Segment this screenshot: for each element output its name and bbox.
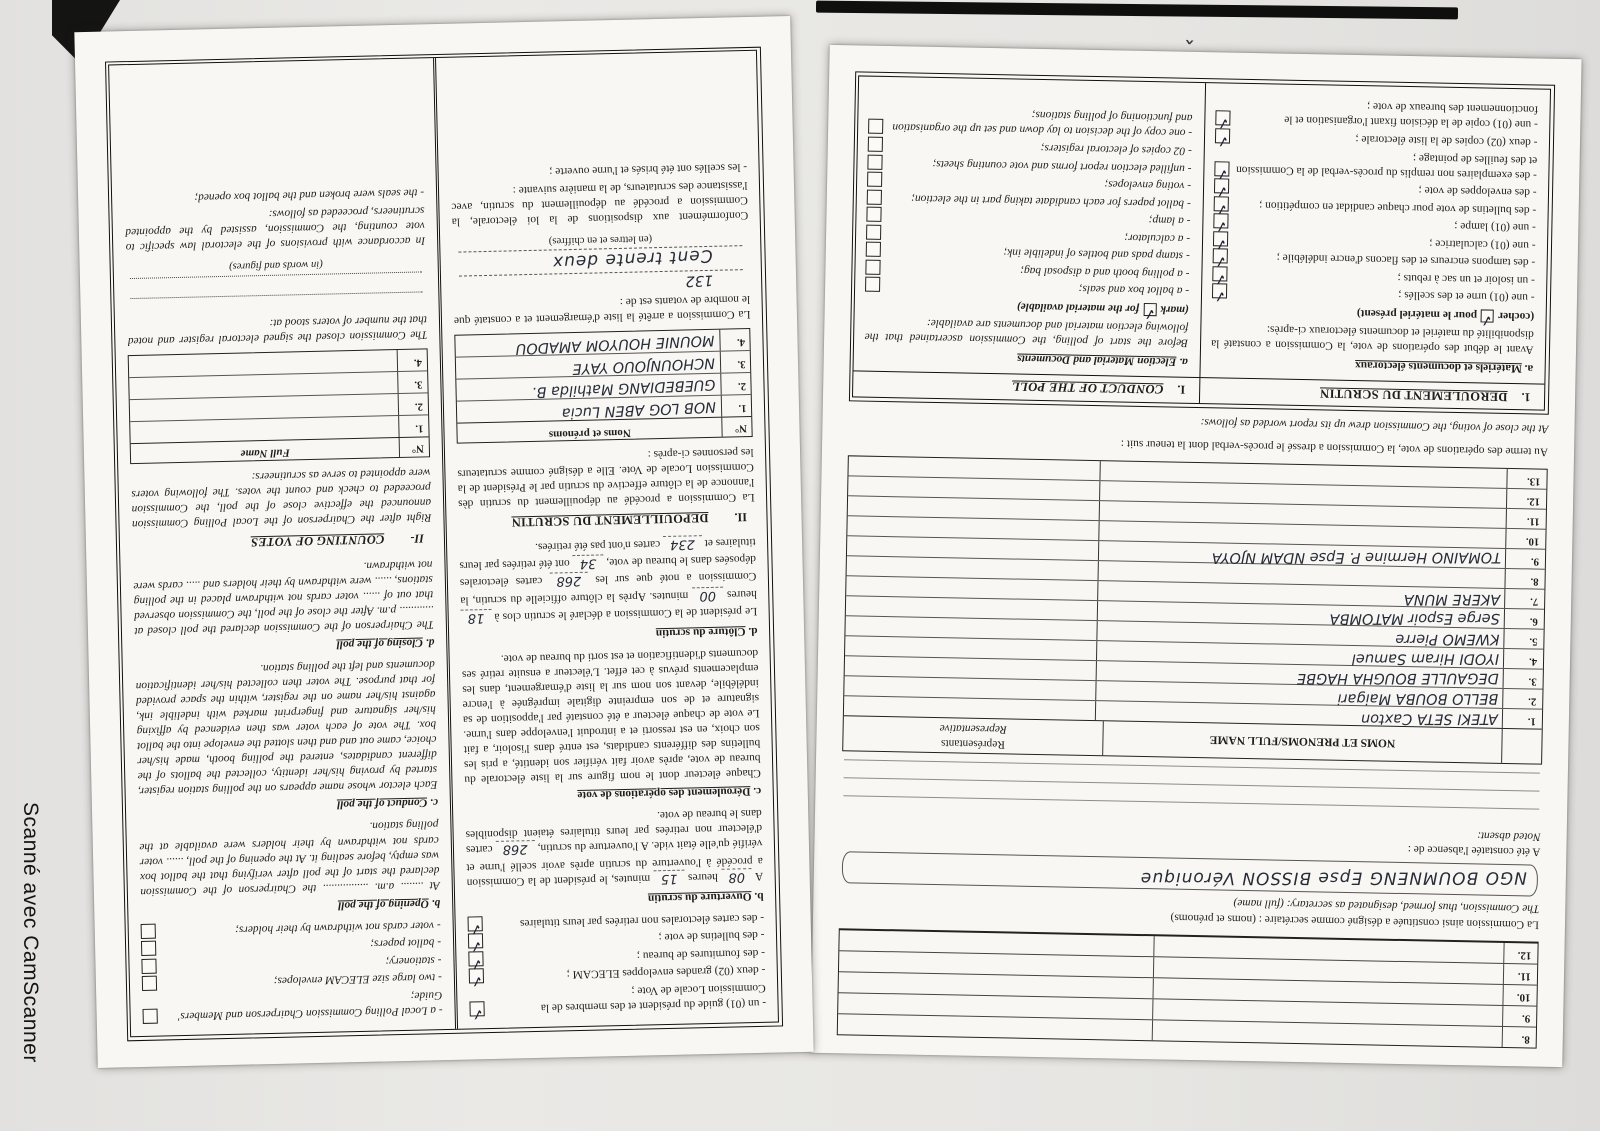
- row-number: 8.: [1504, 569, 1544, 589]
- handwritten-name: TOMAINO Hermine P. Epse NDAM NJOYA: [1211, 548, 1502, 566]
- row-number: 4.: [1503, 649, 1543, 669]
- section-title-en: CONDUCT OF THE POLL: [1011, 379, 1164, 397]
- names-column-header: Full Name: [240, 446, 290, 460]
- handwritten-count-line: [459, 269, 744, 294]
- checkbox-icon: [868, 154, 883, 169]
- checklist-item-label: - stationery;: [385, 954, 442, 968]
- checklist-item-label: - a polling booth and a disposal bag;: [1020, 264, 1190, 280]
- handwritten-name: Serge Espoir MATOMBA: [1329, 609, 1500, 627]
- subsection-a-en: a. Election Material and Documents: [1017, 352, 1188, 368]
- materials-checklist-en: [866, 104, 1193, 298]
- subsection-b-en: b. Opening of the poll: [337, 896, 441, 912]
- scan-edge-artifact: [816, 1, 1458, 20]
- scrutineer-rows: [129, 349, 428, 443]
- row-number: 2.: [398, 393, 428, 415]
- checklist-item-label: - a Local Polling Commission Chairperson and Members' Guide;: [177, 989, 443, 1023]
- handwritten-cards-deposited: 268: [549, 572, 588, 589]
- handwritten-hour: 18: [461, 609, 492, 626]
- row-number: 6.: [1504, 609, 1544, 629]
- names-column-header: Noms et prénoms: [548, 426, 631, 441]
- materials-column-fr: [1199, 83, 1550, 383]
- conduct-text-fr: Chaque électeur dont le nom figure sur la liste électorale du bureau de vote, après avoir fait vérifier son identité, a pris les bulletins des différents candidats, est entré dans l'isoloir, a fait son choix, en est ressorti et a introduit l'enveloppe dans l'urne. Le vote de chaque électeur a été constaté par l'apposition de sa signature et de son empreinte digitale imprégnée à l'encre indélébile, devant son nom sur la liste d'émargement, dans les emplacements prévus à cet effet. L'électeur a ensuite retiré ses documents d'identification et est sorti du bureau de vote.: [461, 646, 761, 786]
- checklist-item: [1214, 146, 1537, 182]
- checklist-item: [1212, 284, 1535, 305]
- handwritten-name: GUEBEDIANG Mathilda B.: [532, 375, 717, 400]
- seals-broken-fr: - les scellés ont été brisés et l'urne ouverte ;: [549, 160, 748, 178]
- seals-broken-en: - the seals were broken and the ballot box opened;: [194, 186, 425, 204]
- close-of-voting-fr: Au terme des opérations de vote, la Commission a dressé le procès-verbal dont la teneur suit :: [1120, 437, 1549, 458]
- checkbox-icon: [866, 277, 881, 292]
- checkbox-icon: [142, 976, 157, 991]
- scrutineers-table-fr: [454, 328, 753, 444]
- mark-note-en: (mark✓for the material available): [865, 296, 1189, 317]
- close-of-voting-en: At the close of voting, the Commission drew up its report worded as follows:: [1200, 415, 1549, 435]
- scrutineers-table-en: [128, 348, 430, 464]
- scrutineer-rows: [455, 329, 751, 423]
- checklist-item-label: - 02 copies of electoral registers;: [1040, 141, 1192, 157]
- checked-box-icon: [1481, 309, 1494, 322]
- handwritten-name: BELLO BOUBA Maigari: [1337, 689, 1499, 707]
- page-border-frame: [105, 47, 783, 1042]
- handwritten-voter-digits: 132: [685, 271, 714, 289]
- checklist-item-label: - une (01) lampe ;: [1454, 220, 1536, 234]
- materials-column-en: [854, 76, 1205, 376]
- checked-box-icon: [1143, 303, 1156, 316]
- checklist-item-label: - une (01) copie de la décision fixant l'organisation et le fonctionnement des bureaux de vote ;: [1284, 100, 1539, 131]
- counting-text-fr: La Commission a procédé au dépouillement du scrutin dès l'annonce de la clôture effective du scrutin par le Président de la Commission Locale de Vote. Elle a désigné comme scrutateurs les personnes ci-après :: [457, 445, 755, 510]
- subsection-a-fr: a. Matériels et documents électoraux: [1354, 358, 1534, 375]
- checklist-item-label: - des fournitures de bureau ;: [636, 946, 766, 962]
- row-number: 12.: [1503, 943, 1537, 964]
- handwritten-count-line: [458, 245, 743, 272]
- checkbox-icon: [868, 172, 883, 187]
- mark-note-fr: (cocher✓pour le matériel présent): [1212, 303, 1535, 324]
- pen-mark-artifact: [1179, 38, 1200, 47]
- checklist-item-label: - des cartes électorales non retirées par leurs titulaires: [519, 911, 765, 930]
- conduct-text-en: Each elector whose name appears on the polling station register, started by proving his/her identity, collected the ballots of the different candidates, entered the polling booth, made his/her choice, came out and and then slotted the envelope into the ballot box. The vote of each voter was then evidenced by affixing his/her signature and fingerprint marked with indelible ink, against his/her name on the register, within the space provided for that purpose. The voter then collected his/her identification documents and left the polling station.: [135, 658, 438, 798]
- checkbox-icon: [866, 242, 881, 257]
- subsection-c-fr: c. Déroulement des opérations de vote: [577, 785, 762, 802]
- handwritten-name: KWEMO Pierre: [1395, 630, 1500, 647]
- handwritten-voter-words: Cent trente deux: [552, 244, 714, 272]
- checklist-item-label: - voter cards not withdrawn by their holders;: [235, 918, 441, 936]
- checkbox-icon: [467, 916, 482, 931]
- row-number: 2.: [1502, 689, 1542, 709]
- checklist-item: [143, 987, 443, 1024]
- row-number: 11.: [1503, 964, 1537, 985]
- checklist-item-label: - two large size ELECAM envelopes;: [273, 971, 443, 988]
- row-number: 13.: [1506, 469, 1546, 489]
- words-figures-note-en: (in words and figures): [228, 258, 323, 272]
- absence-label-fr: A été constatée l'absence de :: [1407, 843, 1541, 858]
- subsection-c-en: c. Conduct of the poll: [336, 796, 439, 811]
- conduct-of-poll-box: [849, 72, 1555, 415]
- checklist-item-label: - des bulletins de vote ;: [658, 929, 765, 944]
- section-1-header-fr: [1199, 378, 1545, 410]
- checkbox-icon: [867, 189, 882, 204]
- section-number-en: I.: [1177, 382, 1186, 397]
- full-name-header: NOMS ET PRENOMS/FULL NAME: [1102, 721, 1501, 763]
- checklist-item-label: - des tampons encreurs et des flacons d'encre indélébile ;: [1276, 251, 1536, 269]
- checklist-item-label: - un isoloir et un sac à rebuts ;: [1397, 271, 1535, 287]
- checklist-item-label: - des bulletins de vote pour chaque candidat en compétition ;: [1259, 198, 1537, 217]
- checkbox-icon: [141, 941, 156, 956]
- form-page-2: [74, 16, 813, 1068]
- representatives-table: [842, 455, 1548, 764]
- checkbox-icon: [869, 119, 884, 134]
- section-2-header-fr: II. DEPOUILLEMENT DU SCRUTIN: [511, 510, 748, 530]
- checklist-item: [1215, 96, 1538, 132]
- checkbox-icon: [867, 224, 882, 239]
- secretary-label-fr: La Commission ainsi constituée a désigné comme secrétaire : (noms et prénoms): [1170, 911, 1540, 931]
- representatives-header-en: Representative: [939, 721, 1007, 736]
- materials-intro-en: Before the start of polling, the Commission ascertained that the following election material and documents are available:: [864, 316, 1189, 349]
- checklist-item-label: - ballot papers for each candidate taking part in the election;: [911, 192, 1191, 210]
- checkbox-icon: [469, 1001, 484, 1016]
- section-title-fr: DEROULEMENT DU SCRUTIN: [1319, 386, 1508, 405]
- voters-count-label-fr: La Commission a arrêté la liste d'émargement et a constaté que le nombre de votants est de :: [453, 292, 751, 327]
- checkbox-icon: [866, 259, 881, 274]
- checklist-item-label: - ballot papers;: [370, 936, 442, 951]
- counting-procedure-fr: Conformément aux dispositions de la loi électorale, la Commission a procédé au dépouillement du scrutin, avec l'assistance des scrutateurs, de la manière suivante :: [451, 178, 749, 228]
- handwritten-minute: 00: [692, 586, 723, 603]
- checkbox-icon: [142, 958, 157, 973]
- row-number: 9.: [1505, 549, 1545, 569]
- handwritten-name: DEGAULLE BOUGHA HAGBE: [1296, 669, 1499, 686]
- handwritten-secretary-name: NGO BOUMNENG Epse BISSON Véronique: [1139, 867, 1527, 888]
- subsection-b-fr: b. Ouverture du scrutin: [647, 889, 764, 905]
- row-number: 9.: [1502, 1006, 1536, 1027]
- handwritten-name: ATEKI SETA Caxton: [1360, 710, 1498, 727]
- closing-text-en: The Chairperson of the Commission declared the poll closed at ............ p.m. After the close of the poll, the Commission observed that out of ...... voter cards not withdrawn placed in the polling stations, ...... were withdrawn by their holders and ..... cards were not withdrawn.: [133, 558, 434, 637]
- number-column-header: N°: [722, 417, 752, 437]
- form-page-1: [810, 45, 1581, 1067]
- section-number-fr: 1.: [1521, 390, 1531, 405]
- handwritten-card-count: 268: [496, 840, 535, 857]
- checklist-item-label: - une (01) urne et des scellés ;: [1398, 289, 1535, 304]
- counting-procedure-en: In accordance with provisions of the electoral law specific to vote counting, the Commission, assisted by the appointed scrutineers, proceeded as follows:: [125, 204, 426, 254]
- checklist-item-label: - deux (02) grandes enveloppes ELECAM ;: [566, 964, 766, 981]
- section-1-header-en: [853, 371, 1199, 403]
- materials-checklist-fr-continued: [467, 910, 766, 1017]
- handwritten-name: IYODI Hiram Samuel: [1351, 650, 1500, 667]
- row-number: 12.: [1506, 489, 1546, 509]
- checklist-item-label: - a calculator;: [1124, 231, 1191, 245]
- camscanner-watermark: Scanné avec CamScanner: [19, 802, 42, 1063]
- absence-label-en: Noted absent:: [1476, 829, 1541, 843]
- handwritten-cards-withdrawn: 34: [573, 555, 604, 572]
- representatives-header: [843, 716, 1103, 755]
- english-column: [110, 59, 455, 1037]
- subsection-d-fr: d. Clôture du scrutin: [655, 624, 758, 639]
- row-number: 8.: [1502, 1027, 1536, 1048]
- checklist-item-label: - des exemplaires non remplis du procès-verbal de la Commission et des feuilles de pointage ;: [1235, 151, 1538, 182]
- section-2-header-en: II- COUNTING OF VOTES: [250, 531, 425, 550]
- checklist-item: [469, 980, 766, 1017]
- row-number: 4.: [397, 349, 427, 371]
- checklist-item: [869, 104, 1193, 140]
- materials-checklist-fr: [1212, 96, 1538, 305]
- number-column-header: [1501, 729, 1542, 764]
- french-column: [433, 51, 778, 1029]
- checkbox-icon: [1215, 111, 1230, 126]
- row-number: 1.: [721, 395, 751, 417]
- handwritten-name: AKERE MUNA: [1403, 590, 1501, 607]
- materials-intro-fr: Avant le début des opérations de vote, la Commission a constaté la disponibilité du matériel et documents électoraux ci-après:: [1210, 322, 1534, 356]
- checklist-item-label: - stamp pads and bottles of indelible ink;: [1003, 246, 1190, 263]
- checklist-item-label: - des enveloppes de vote ;: [1418, 184, 1537, 199]
- row-number: 10.: [1505, 529, 1545, 549]
- opening-text-en: At ........ a.m. ................ the Chairperson of the Commission declared the start of the poll after verifying that the ballot box was empty, before sealing it. At the opening of the poll, ...... voter cards not withdrawn by their holders were available at the polling station.: [139, 818, 440, 898]
- handwritten-name: NCHOUNJOUO YAYE: [572, 354, 716, 377]
- row-number: 5.: [1503, 629, 1543, 649]
- handwritten-name: MOUNIE HOUYOM AMADOU: [515, 331, 716, 357]
- checklist-item-label: - une (01) calculatrice ;: [1429, 237, 1536, 252]
- materials-checklist-en-continued: [141, 917, 443, 1024]
- checklist-item: [866, 277, 1190, 298]
- checklist-item-label: - one copy of the decision to lay down and set up the organisation and functioning of polling stations;: [892, 109, 1193, 140]
- row-number: 10.: [1502, 985, 1536, 1006]
- counting-text-en: Right after the Chairperson of the Local Polling Commission announced the effective close of the poll, the Commission proceeded to check and count the votes. The following voters were appointed to serve as scrutineers:: [131, 466, 432, 531]
- row-number: 4.: [720, 329, 750, 351]
- checkbox-icon: [868, 137, 883, 152]
- row-number: 1.: [398, 415, 428, 437]
- checklist-item-label: - deux (02) copies de la liste électorale ;: [1355, 132, 1538, 149]
- checkbox-icon: [1214, 161, 1229, 176]
- number-column-header: N°: [399, 437, 429, 457]
- row-number: 2.: [721, 373, 751, 395]
- words-figures-note-fr: (en lettres et en chiffres): [548, 232, 653, 247]
- secretary-label-en: The Commission, thus formed, designated as secretary: (full name): [1233, 896, 1540, 915]
- subsection-d-en: d. Closing of the poll: [336, 636, 435, 651]
- checklist-item-label: - un (01) guide du président et des membres de la Commission Locale de Vote ;: [540, 981, 767, 1014]
- members-table-continuation: [837, 928, 1539, 1048]
- checklist-item-label: - unfilled election report forms and vote counting sheets;: [932, 157, 1192, 175]
- checklist-item-label: - voting envelopes;: [1104, 178, 1192, 192]
- representatives-header-fr: Représentants: [940, 736, 1005, 751]
- row-number: 1.: [1502, 709, 1542, 729]
- row-number: 11.: [1506, 509, 1546, 529]
- handwritten-hour: 08: [721, 868, 752, 885]
- row-number: 7.: [1504, 589, 1544, 609]
- row-number: 3.: [1503, 669, 1543, 689]
- checkbox-icon: [143, 1009, 158, 1024]
- handwritten-name: NOB LOG ABEN Lucia: [561, 397, 717, 421]
- checklist-item-label: - a ballot box and seals;: [1078, 283, 1190, 298]
- checkbox-icon: [141, 923, 156, 938]
- row-number: 3.: [397, 371, 427, 393]
- handwritten-cards-remaining: 234: [663, 535, 702, 552]
- checklist-item-label: - a lamp;: [1148, 214, 1191, 228]
- handwritten-minute: 15: [654, 869, 685, 886]
- opening-text-fr: A 08 heures 15 minutes, le président de la Commission a procédé à l'ouverture du scrutin après avoir scellé l'urne et vérifié qu'elle était vide. A l'ouverture du scrutin, 268 cartes d'électeur non retirées par leurs titulaires étaient disponibles dans le bureau de vote.: [465, 807, 764, 889]
- closing-text-fr: Le président de la Commission a déclaré le scrutin clos à 18 heures 00 minutes. Après la clôture officielle du scrutin, la Commission a noté que sur les 268 cartes électorales déposées dans le bureau de vote, 34 ont été retirées par leurs titulaires et 234 cartes n'ont pas été retirées.: [459, 536, 758, 626]
- checkbox-icon: [867, 207, 882, 222]
- row-number: 3.: [720, 351, 750, 373]
- representatives-rows: [844, 456, 1547, 728]
- voters-count-label-en: The Commission closed the signed electoral register and noted that the number of voters stood at:: [127, 313, 428, 348]
